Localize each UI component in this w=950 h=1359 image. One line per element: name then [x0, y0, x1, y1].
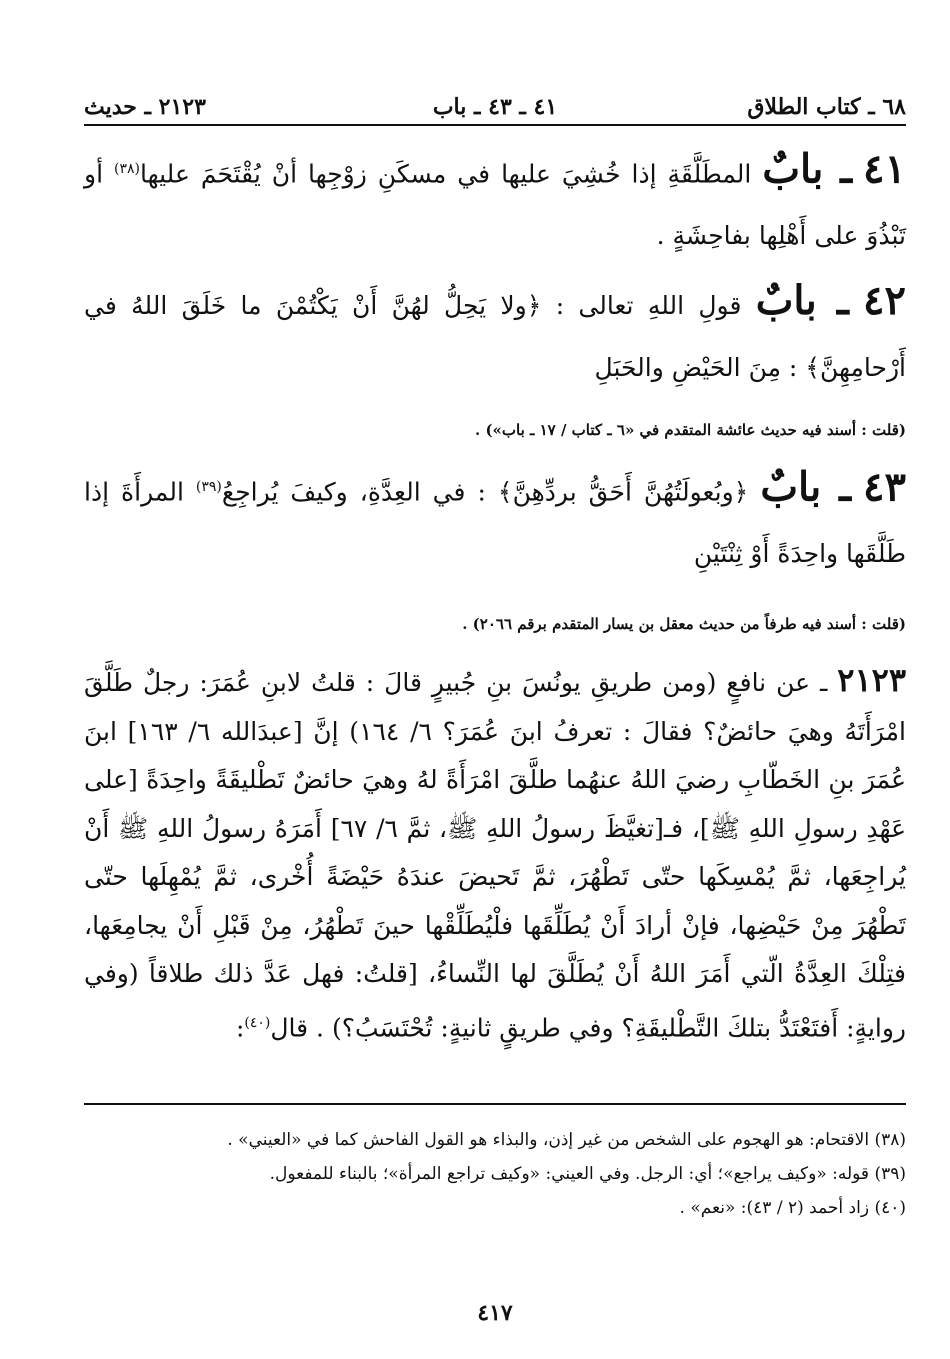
chapter-title: قولِ اللهِ تعالى : ﴿ولا يَحِلُّ لهُنَّ أَنْ يَكْتُمْنَ ما خَلَقَ اللهُ في أَرْحامِهِنَّ﴾ : مِنَ الحَيْضِ والحَبَلِ: [84, 291, 906, 382]
hadith-body: ـ عن نافعٍ (ومن طريقِ يونُسَ بنِ جُبيرٍ قالَ : قلتُ لابنِ عُمَرَ: رجلٌ طَلَّقَ امْرَأَتَهُ وهيَ حائضٌ؟ فقالَ : تعرفُ ابنَ عُمَرَ؟ ٦/ ١٦٤) إنَّ [عبدَالله ٦/ ١٦٣] ابنَ عُمَرَ بنِ الخَطّابِ رضيَ اللهُ عنهُما طلَّقَ امْرَأَةً لهُ وهيَ حائضٌ تَطْليقَةً واحِدَةً [على عَهْدِ رسولِ اللهِ ﷺ]، فـ[تغيَّظَ رسولُ اللهِ ﷺ، ثمَّ ٦/ ٦٧] أَمَرَهُ رسولُ اللهِ ﷺ أَنْ يُراجِعَها، ثمَّ يُمْسِكَها حتّى تَطْهُرَ، ثمَّ تَحيضَ عندَهُ حَيْضَةً أُخْرى، ثمَّ يُمْهِلَها حتّى تَطْهُرَ مِنْ حَيْضِها، فإنْ أرادَ أَنْ يُطَلِّقَها فلْيُطَلِّقْها حينَ تَطْهُرُ، مِنْ قَبْلِ أَنْ يجامِعَها، فتِلْكَ العِدَّةُ الّتي أَمَرَ اللهُ أَنْ يُطَلَّقَ لها النِّساءُ، [قلتُ: فهل عَدَّ ذلك طلاقاً (وفي روايةٍ: أَفتَعْتَدُّ بتلكَ التَّطْليقَةِ؟ وفي طريقٍ ثانيةٍ: تُحْتَسَبُ؟) . قال: [84, 668, 906, 1042]
footnotes: [84, 1123, 906, 1225]
chapter-title-continued: المرأَةَ إذا طَلَّقَها واحِدَةً أَوْ ثِنْتَيْنِ: [84, 477, 906, 569]
chapter-label: ـ بابٌ: [755, 277, 849, 324]
chapter-title: ﴿وبُعولَتُهُنَّ أَحَقُّ بردِّهِنَّ﴾ : في العِدَّةِ، وكيفَ يُراجِعُ: [221, 477, 749, 507]
chapter-41: [84, 138, 906, 267]
chapter-label: ـ بابٌ: [760, 463, 852, 511]
footnote-ref: (٣٨): [114, 161, 140, 177]
footnote-ref: (٤٠): [244, 1014, 271, 1031]
hadith-text: [84, 656, 906, 1052]
chapter-number: ٤٣: [863, 463, 906, 511]
footnote-38: (٣٨) الاقتحام: هو الهجوم على الشخص من غير إذن، والبذاء هو القول الفاحش كما في «العيني» .: [227, 1130, 906, 1150]
page-number: ٤١٧: [477, 1300, 513, 1326]
header-hadith-number: ٢١٢٣ ـ حديث: [84, 94, 206, 120]
running-header: [84, 88, 906, 126]
chapter-number: ٤٢: [863, 277, 906, 324]
footnote-39: (٣٩) قوله: «وكيف يراجع»؛ أي: الرجل. وفي العيني: «وكيف تراجع المرأة»؛ بالبناء للمفعول.: [269, 1164, 906, 1184]
chapter-label: ـ بابٌ: [762, 145, 853, 193]
chapter-43: [84, 456, 906, 585]
header-book-title: ٦٨ ـ كتاب الطلاق: [747, 94, 906, 120]
footnote-40: (٤٠) زاد أحمد (٢ / ٤٣): «نعم» .: [679, 1198, 906, 1218]
chapter-43-note: (قلت : أسند فيه طرفاً من حديث معقل بن يسار المتقدم برقم ٢٠٦٦) .: [462, 615, 906, 633]
hadith-end: :: [235, 1012, 245, 1042]
footnote-ref: (٣٩): [195, 479, 222, 495]
chapter-42: [84, 270, 906, 399]
chapter-42-note: (قلت : أسند فيه حديث عائشة المتقدم في «٦ ـ كتاب / ١٧ ـ باب») .: [475, 421, 906, 439]
book-page: [84, 78, 906, 1338]
header-chapter-range: ٤١ ـ ٤٣ ـ باب: [432, 94, 558, 120]
footnote-divider: [84, 1103, 906, 1105]
chapter-title: المطَلَّقَةِ إذا خُشِيَ عليها في مسكَنِ زوْجِها أنْ يُقْتَحَمَ عليها: [140, 159, 752, 189]
chapter-title-continued: أو تَبْذُوَ على أَهْلِها بفاحِشَةٍ .: [84, 159, 906, 251]
chapter-number: ٤١: [863, 145, 906, 193]
hadith-number: ٢١٢٣: [837, 661, 906, 699]
